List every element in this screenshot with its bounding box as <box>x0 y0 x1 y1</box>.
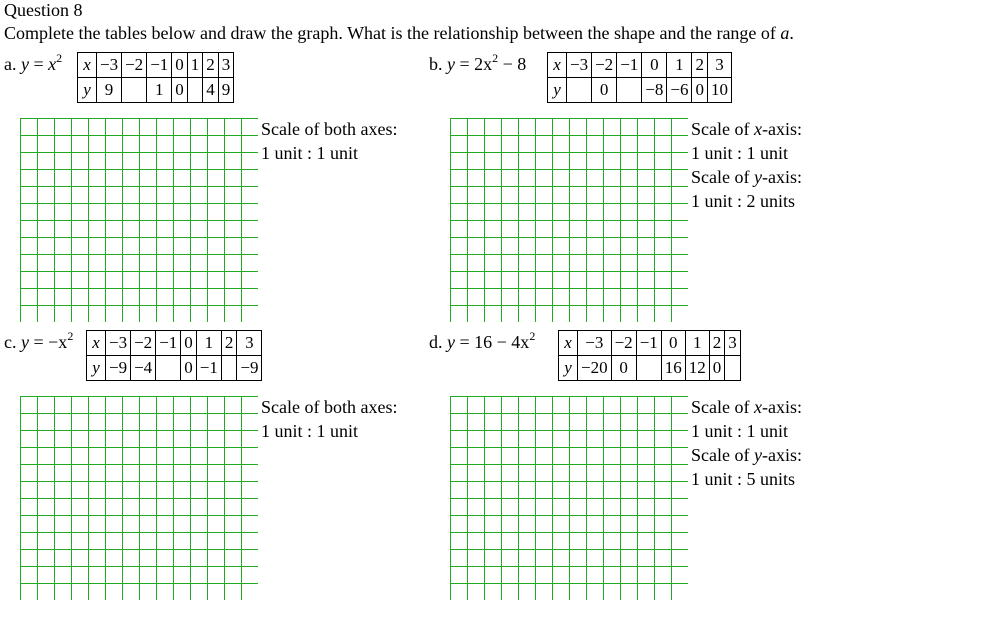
table-cell: 2 <box>203 53 219 78</box>
table-cell: −1 <box>636 331 661 356</box>
part-b-value-table <box>547 52 732 103</box>
table-cell: 0 <box>181 331 197 356</box>
table-cell: 3 <box>237 331 262 356</box>
part-a-equation: a. $y = x^2$ <box>4 51 63 74</box>
scale-text: 1 unit : 1 unit <box>261 421 359 441</box>
table-cell: −8 <box>642 78 667 103</box>
part-label: a. <box>4 54 17 74</box>
scale-text: Scale of <box>691 445 754 465</box>
table-header-cell: y <box>87 356 106 381</box>
scale-line <box>261 395 397 419</box>
table-cell: 9 <box>218 78 234 103</box>
scale-line <box>691 419 802 443</box>
scale-line <box>691 189 802 213</box>
equation-lhs: y <box>21 332 29 352</box>
part-b-scale-note <box>691 117 802 213</box>
scale-line <box>691 395 802 419</box>
table-cell: −1 <box>147 53 172 78</box>
equation-rhs: 2x <box>474 54 493 74</box>
scale-line <box>691 165 802 189</box>
table-cell: −3 <box>97 53 122 78</box>
table-cell[interactable] <box>187 78 203 103</box>
instruction-text: Complete the tables below and draw the graph. What is the relationship between the shape and the range of <box>4 23 781 43</box>
table-cell: −1 <box>156 331 181 356</box>
instruction-variable: a <box>780 23 790 43</box>
scale-text: Scale of <box>691 119 754 139</box>
table-cell: 1 <box>147 78 172 103</box>
equation-exponent: 2 <box>492 51 499 65</box>
table-cell: 0 <box>642 53 667 78</box>
part-a-graph-grid[interactable] <box>20 118 258 322</box>
table-cell: 0 <box>709 356 725 381</box>
table-cell: 2 <box>692 53 708 78</box>
table-cell: 0 <box>172 53 188 78</box>
equation-lhs: y <box>21 54 29 74</box>
table-cell: 1 <box>685 331 709 356</box>
table-cell: −9 <box>106 356 131 381</box>
table-cell: 0 <box>692 78 708 103</box>
scale-text: Scale of <box>691 397 754 417</box>
equation-lhs: y <box>447 332 455 352</box>
x-row <box>78 53 234 78</box>
table-cell: −3 <box>106 331 131 356</box>
scale-text: 1 unit : 2 units <box>691 191 796 211</box>
equation-rhs: −x <box>48 332 68 352</box>
table-cell[interactable] <box>156 356 181 381</box>
table-cell[interactable] <box>617 78 642 103</box>
table-cell[interactable] <box>221 356 237 381</box>
equation-exponent: 2 <box>67 329 74 343</box>
scale-text: Scale of <box>691 167 754 187</box>
table-cell: 3 <box>725 331 741 356</box>
equation-tail: − 8 <box>498 54 527 74</box>
table-cell[interactable] <box>122 78 147 103</box>
scale-text: x <box>753 119 762 139</box>
scale-line <box>261 141 397 165</box>
table-cell: −4 <box>131 356 156 381</box>
table-cell[interactable] <box>567 78 592 103</box>
equation-rhs: 16 − 4x <box>474 332 530 352</box>
table-cell: 2 <box>709 331 725 356</box>
scale-text: Scale of both axes: <box>261 119 398 139</box>
part-b-equation: b. $y = 2x^2 - 8$ <box>429 51 527 74</box>
table-cell: 0 <box>181 356 197 381</box>
scale-line <box>261 419 397 443</box>
table-header-cell: x <box>559 331 578 356</box>
scale-text: Scale of both axes: <box>261 397 398 417</box>
part-c-scale-note <box>261 395 397 443</box>
table-cell: −6 <box>667 78 692 103</box>
table-cell: 4 <box>203 78 219 103</box>
part-label: b. <box>429 54 443 74</box>
table-cell[interactable] <box>636 356 661 381</box>
part-d-graph-grid[interactable] <box>450 396 688 600</box>
scale-line <box>691 141 802 165</box>
scale-text: -axis: <box>761 445 802 465</box>
scale-text: -axis: <box>761 167 802 187</box>
table-cell: 2 <box>221 331 237 356</box>
table-cell: −9 <box>237 356 262 381</box>
scale-text: 1 unit : 1 unit <box>691 143 789 163</box>
question-title: Question 8 <box>4 0 83 20</box>
instruction-end: . <box>789 23 794 43</box>
table-cell: 0 <box>172 78 188 103</box>
equation-rhs: x <box>48 54 57 74</box>
scale-text: y <box>753 445 762 465</box>
scale-text: 1 unit : 5 units <box>691 469 796 489</box>
table-cell: 0 <box>661 331 685 356</box>
table-cell: 10 <box>707 78 731 103</box>
part-c-graph-grid[interactable] <box>20 396 258 600</box>
y-row <box>87 356 262 381</box>
table-cell[interactable] <box>725 356 741 381</box>
question-instruction <box>4 23 794 43</box>
table-cell: −2 <box>592 53 617 78</box>
scale-text: -axis: <box>761 397 802 417</box>
part-d-equation: d. $y = 16 - 4x^2$ <box>429 329 536 352</box>
scale-line <box>691 117 802 141</box>
scale-line <box>691 443 802 467</box>
table-header-cell: x <box>548 53 567 78</box>
x-row <box>87 331 262 356</box>
table-header-cell: y <box>78 78 97 103</box>
y-row <box>559 356 741 381</box>
equation-exponent: 2 <box>56 51 63 65</box>
y-row <box>78 78 234 103</box>
part-b-graph-grid[interactable] <box>450 118 688 322</box>
scale-text: 1 unit : 1 unit <box>691 421 789 441</box>
table-cell: 1 <box>187 53 203 78</box>
part-c-value-table <box>86 330 262 381</box>
table-cell: 0 <box>611 356 636 381</box>
table-cell: 1 <box>667 53 692 78</box>
table-cell: 3 <box>707 53 731 78</box>
table-cell: 3 <box>218 53 234 78</box>
equation-exponent: 2 <box>529 329 536 343</box>
table-cell: 9 <box>97 78 122 103</box>
x-row <box>559 331 741 356</box>
table-cell: −2 <box>611 331 636 356</box>
table-cell: −2 <box>122 53 147 78</box>
table-cell: 16 <box>661 356 685 381</box>
table-cell: −3 <box>578 331 612 356</box>
scale-text: -axis: <box>761 119 802 139</box>
table-cell: 0 <box>592 78 617 103</box>
table-cell: −2 <box>131 331 156 356</box>
x-row <box>548 53 732 78</box>
table-cell: 1 <box>196 331 221 356</box>
y-row <box>548 78 732 103</box>
table-cell: −20 <box>578 356 612 381</box>
part-c-equation: c. $y = -x^2$ <box>4 329 74 352</box>
table-header-cell: y <box>559 356 578 381</box>
table-cell: −1 <box>196 356 221 381</box>
table-cell: 12 <box>685 356 709 381</box>
scale-text: x <box>753 397 762 417</box>
part-label: d. <box>429 332 443 352</box>
scale-line <box>261 117 397 141</box>
scale-line <box>691 467 802 491</box>
table-cell: −1 <box>617 53 642 78</box>
table-header-cell: y <box>548 78 567 103</box>
part-label: c. <box>4 332 17 352</box>
table-cell: −3 <box>567 53 592 78</box>
table-header-cell: x <box>78 53 97 78</box>
part-a-scale-note <box>261 117 397 165</box>
part-d-scale-note <box>691 395 802 491</box>
part-d-value-table <box>558 330 741 381</box>
scale-text: 1 unit : 1 unit <box>261 143 359 163</box>
table-header-cell: x <box>87 331 106 356</box>
equation-lhs: y <box>447 54 455 74</box>
scale-text: y <box>753 167 762 187</box>
part-a-value-table <box>77 52 234 103</box>
